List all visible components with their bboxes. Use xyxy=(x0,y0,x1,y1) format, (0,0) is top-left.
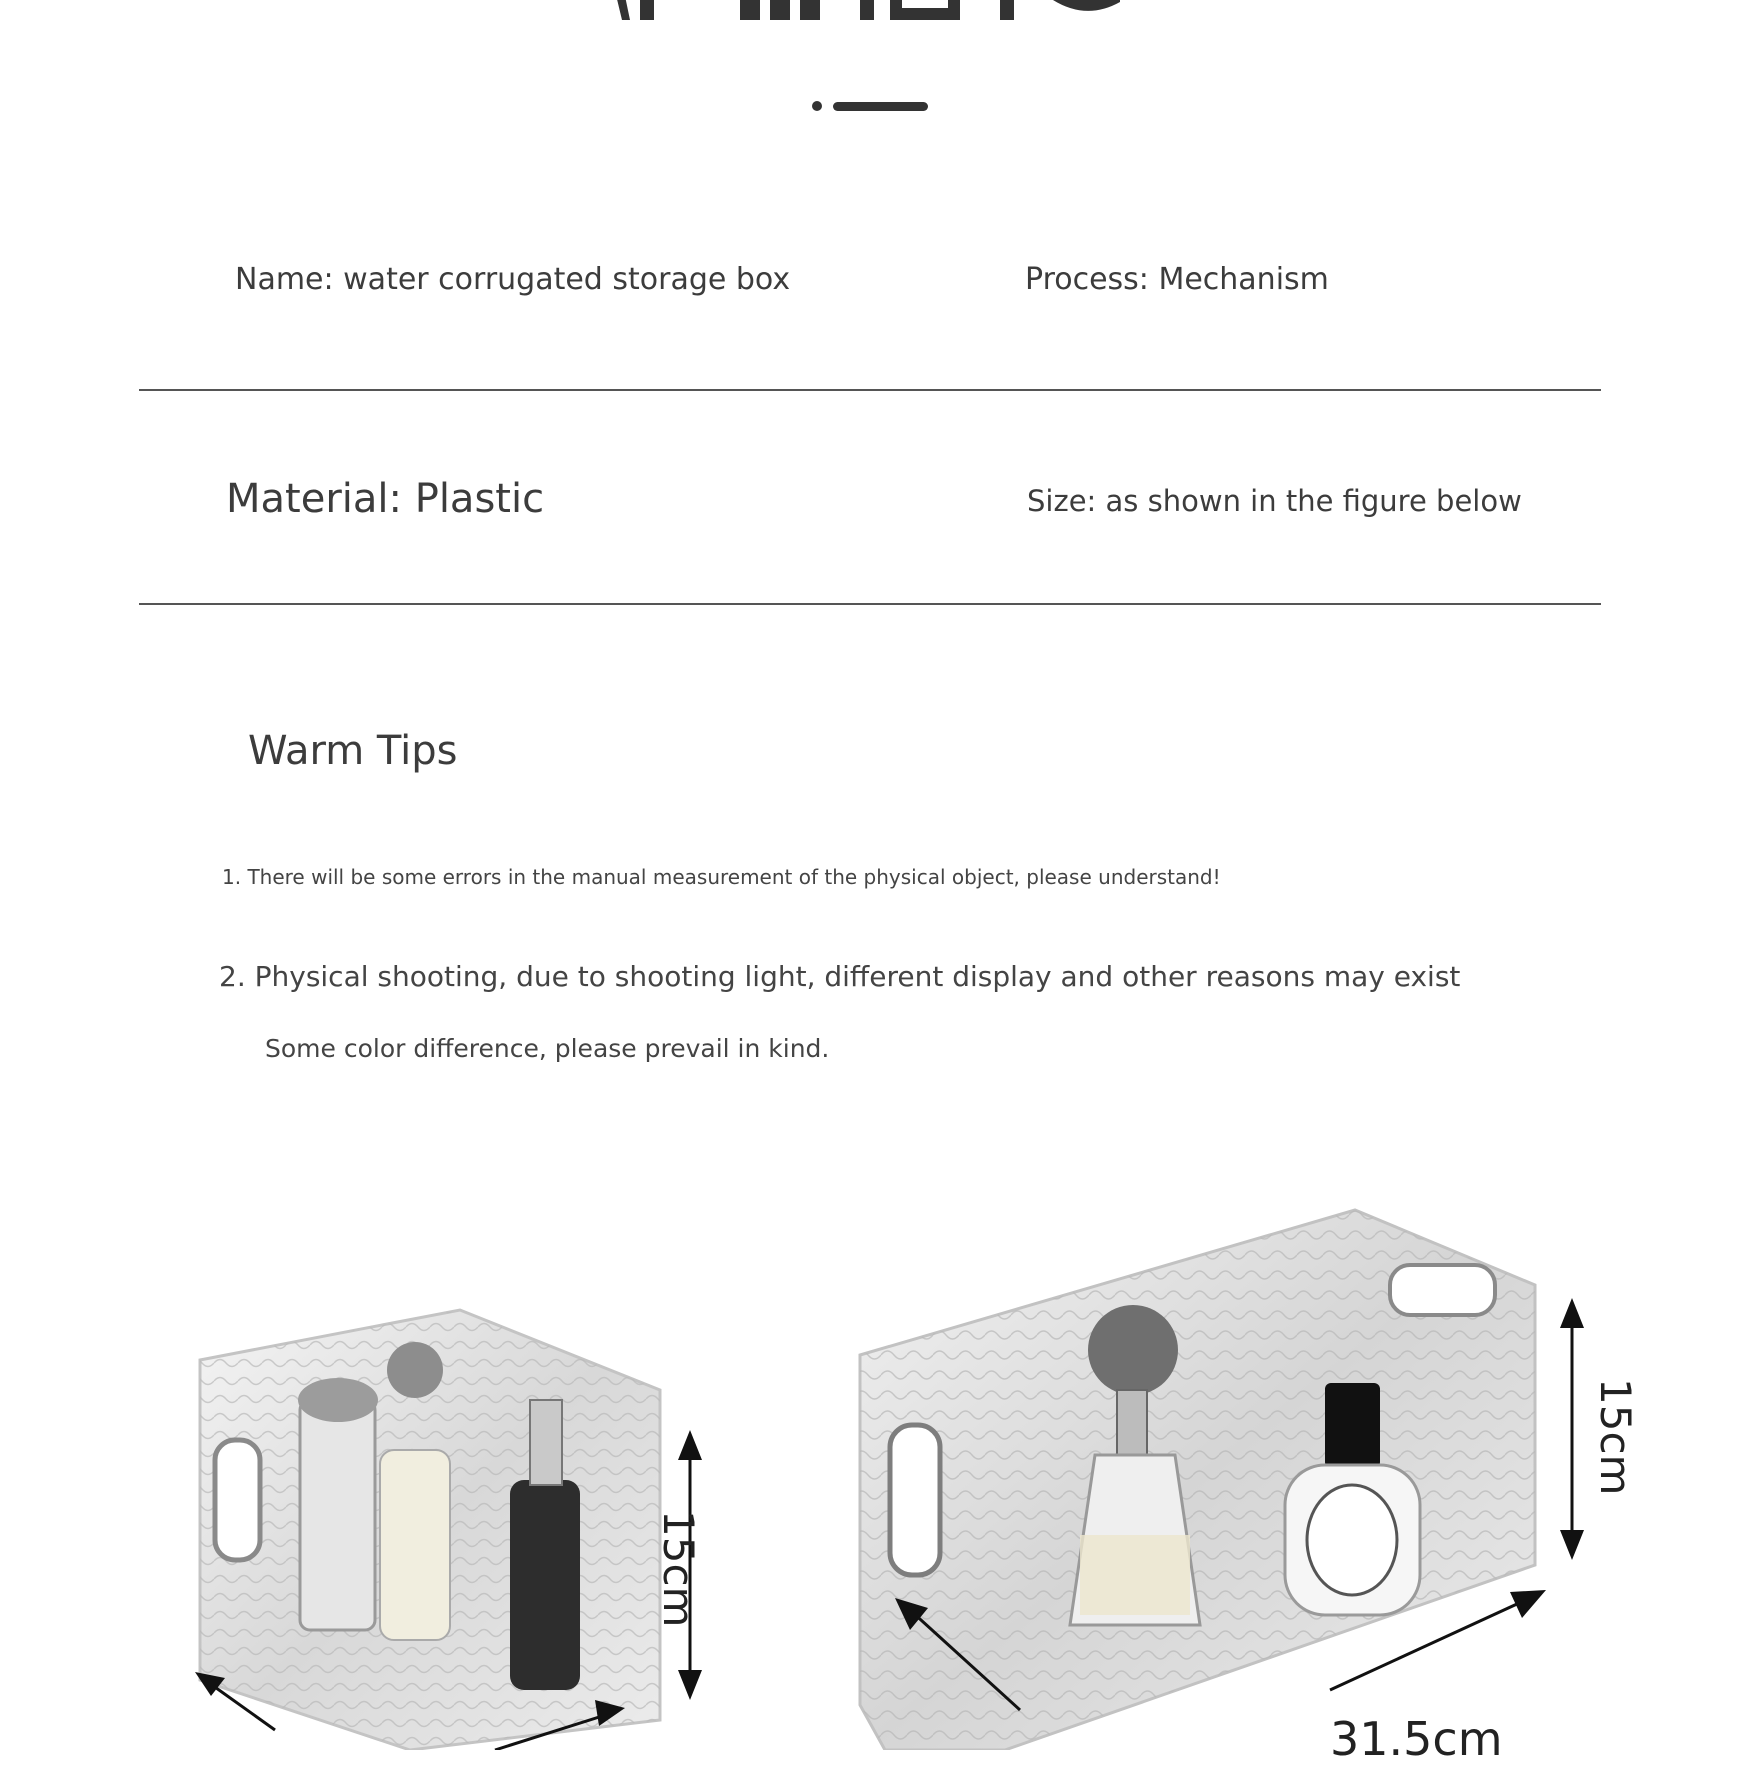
spec-process: Process: Mechanism xyxy=(1025,262,1329,297)
title-glyphs xyxy=(600,0,1160,24)
large-box-width-label: 31.5cm xyxy=(1330,1712,1503,1766)
spec-size: Size: as shown in the figure below xyxy=(1027,484,1522,518)
title-underline xyxy=(833,102,928,111)
divider xyxy=(139,603,1601,605)
divider xyxy=(139,389,1601,391)
tip-2-continued: Some color difference, please prevail in kind. xyxy=(265,1034,830,1063)
tip-2: 2. Physical shooting, due to shooting light, different display and other reasons may exist xyxy=(219,960,1461,993)
small-box-height-label: 15cm xyxy=(654,1510,703,1628)
spec-name: Name: water corrugated storage box xyxy=(235,262,791,297)
large-box-height-label: 15cm xyxy=(1591,1378,1640,1496)
title-dot xyxy=(812,101,822,111)
height-arrow-large xyxy=(1552,1298,1592,1560)
tips-heading: Warm Tips xyxy=(248,728,458,774)
tip-1: 1. There will be some errors in the manual measurement of the physical object, please understand! xyxy=(222,865,1221,889)
width-arrows-small xyxy=(195,1670,635,1750)
spec-material: Material: Plastic xyxy=(226,476,545,522)
